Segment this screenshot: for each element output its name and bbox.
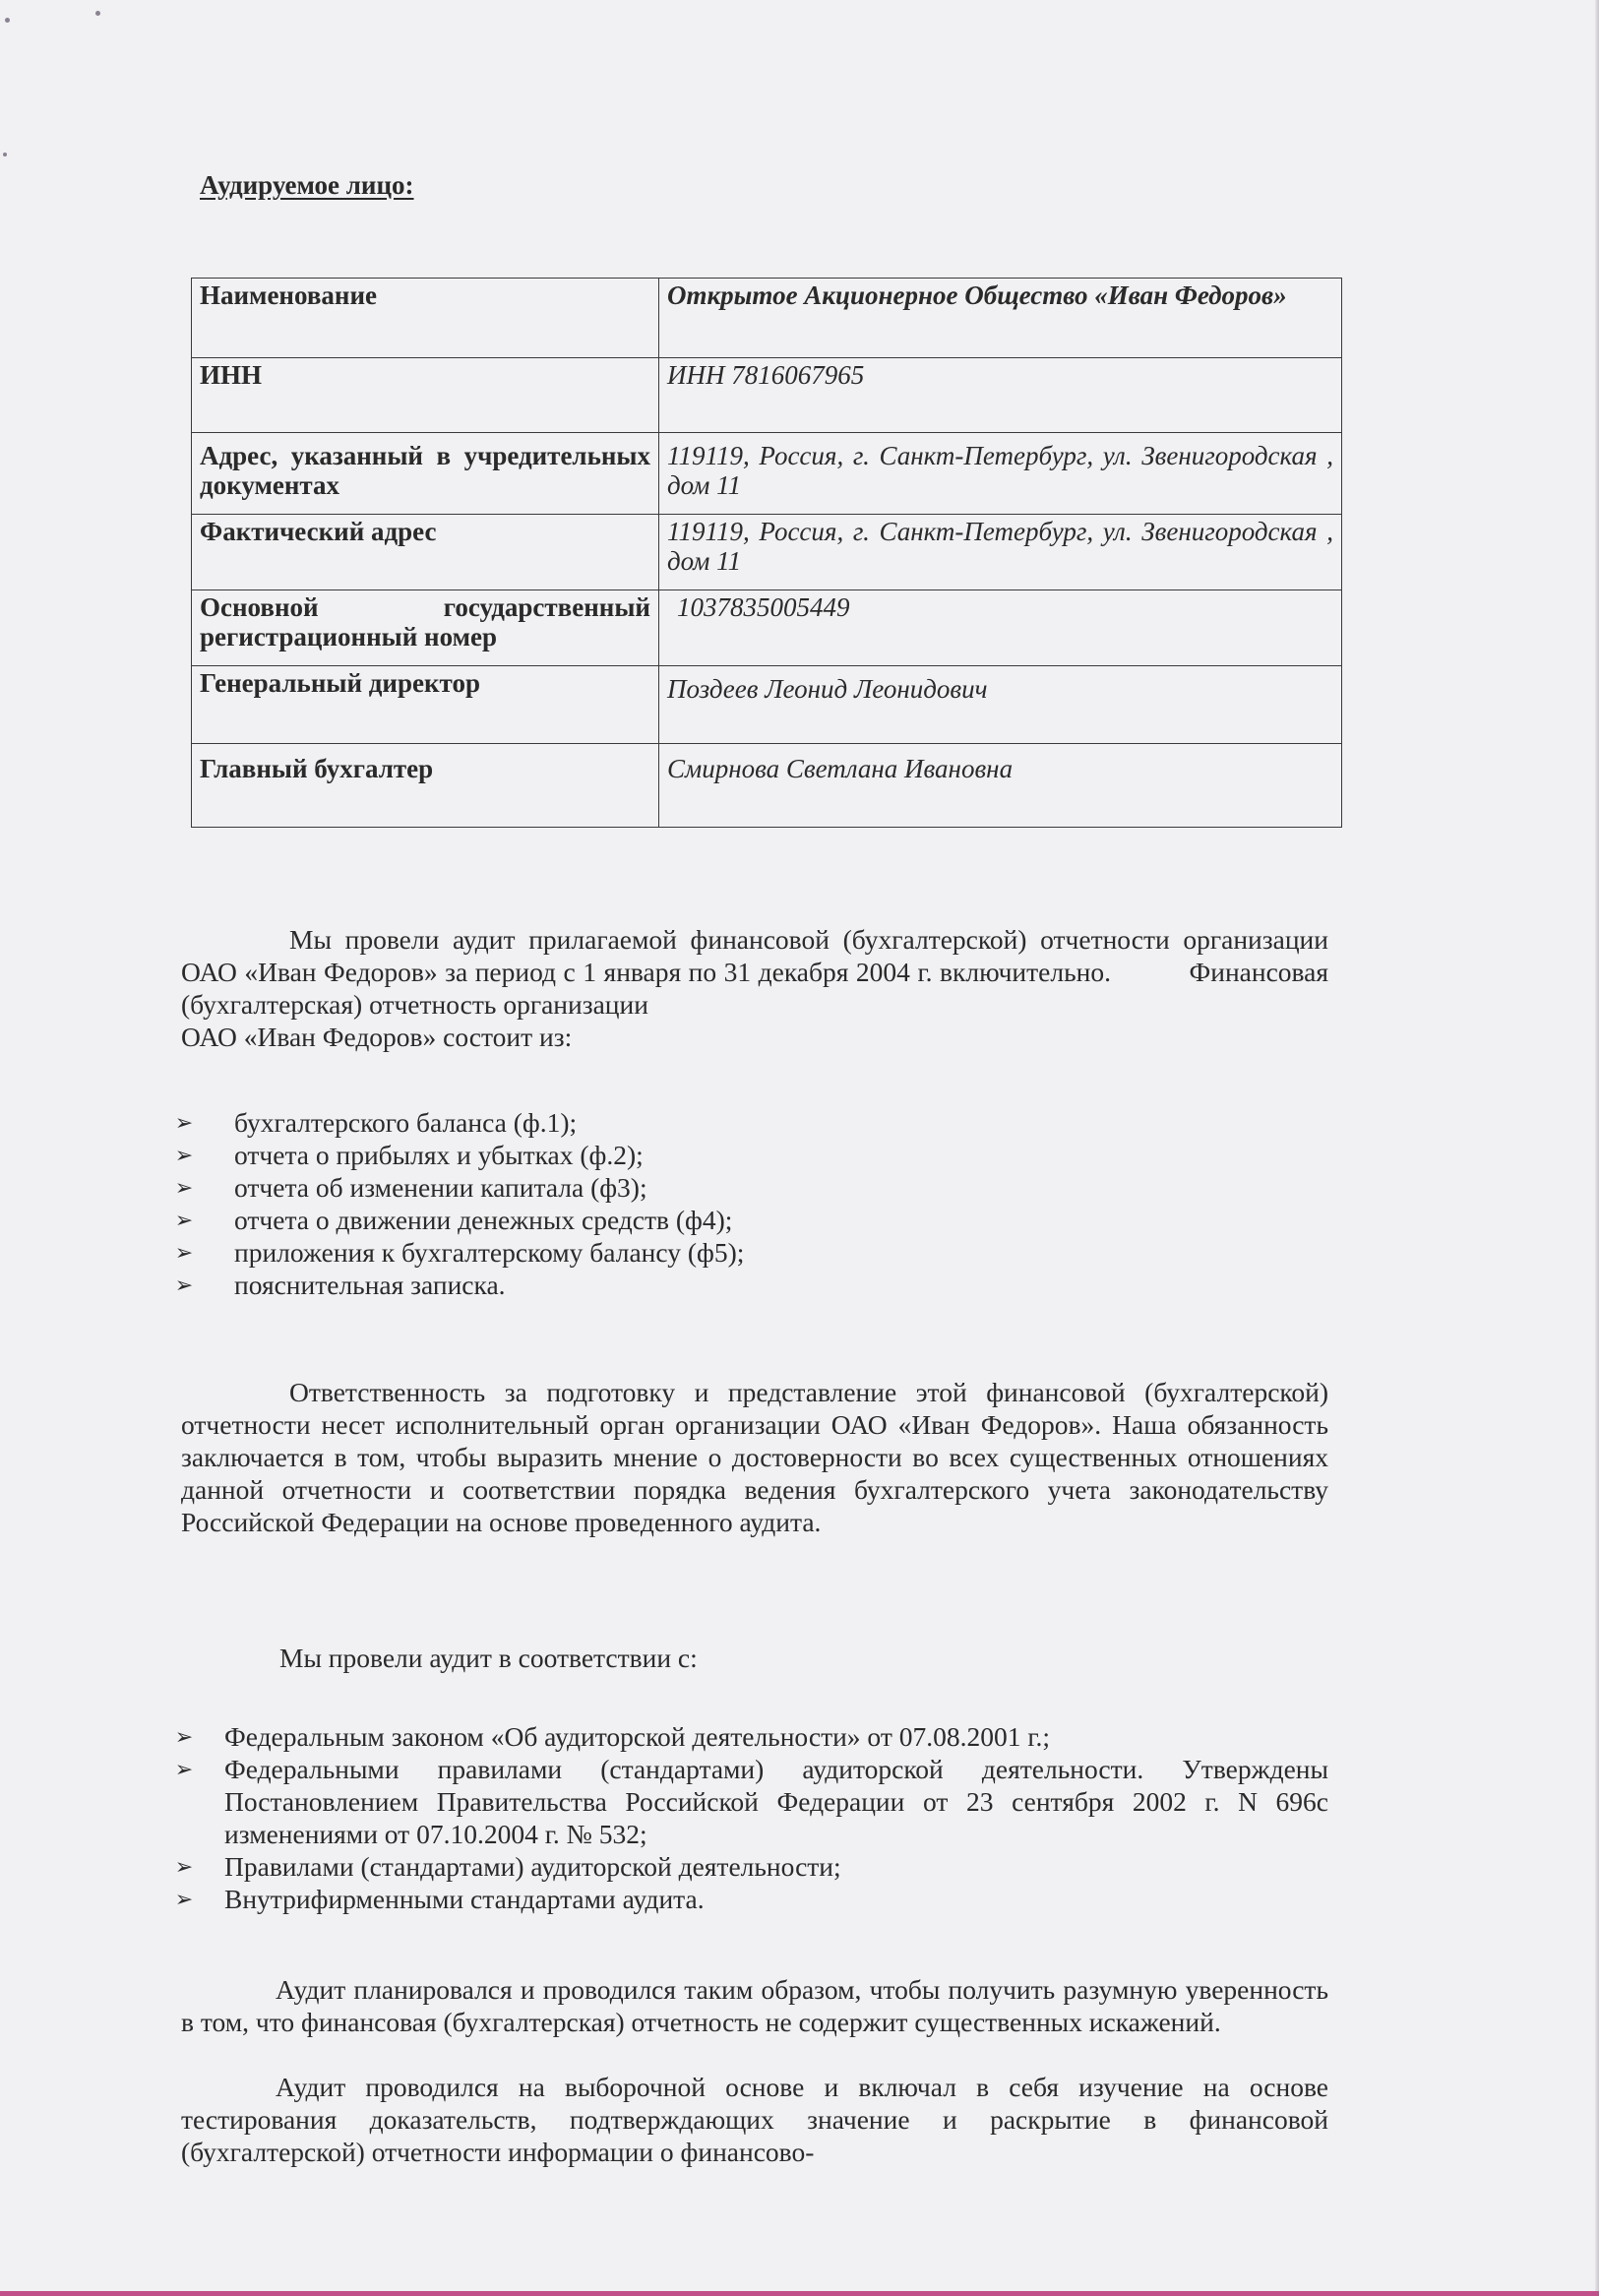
arrow-bullet-icon: ➢ [174, 1143, 194, 1167]
row-label: Адрес, указанный в учредительных документах [192, 433, 659, 515]
list-item: ➢ Федеральным законом «Об аудиторской деятельности» от 07.08.2001 г.; [167, 1720, 1328, 1753]
scan-speck [95, 11, 100, 16]
row-value: 119119, Россия, г. Санкт-Петербург, ул. Звенигородская , дом 11 [659, 433, 1342, 515]
report-list [167, 1106, 1328, 1301]
list-item: ➢ Внутрифирменными стандартами аудита. [167, 1883, 1328, 1915]
table-row [192, 744, 1342, 828]
entity-info-table [191, 278, 1342, 828]
row-label: ИНН [192, 358, 659, 433]
list-item: ➢ отчета об изменении капитала (ф3); [167, 1171, 1328, 1204]
responsibility-paragraph: Ответственность за подготовку и представление этой финансовой (бухгалтерской) отчетности несет исполнительный орган организации ОАО «Иван Федоров». Наша обязанность заключается в том, чтобы выразить мнение о достоверности во всех существенных отношениях данной отчетности и соответствии порядка ведения бухгалтерского учета законодательству Российской Федерации на основе проведенного аудита. [181, 1377, 1328, 1537]
row-value: ИНН 7816067965 [659, 358, 1342, 433]
planning-paragraph: Аудит планировался и проводился таким образом, чтобы получить разумную уверенность в том, что финансовая (бухгалтерская) отчетность не содержит существенных искажений. [181, 1974, 1328, 2037]
intro-text-2: Финансовая (бухгалтерская) отчетность организации [181, 957, 1329, 1020]
list-item: ➢ отчета о движении денежных средств (ф4); [167, 1204, 1328, 1236]
intro-text: Мы провели аудит прилагаемой финансовой (бухгалтерской) отчетности организации ОАО «Иван Федоров» за период с 1 января по 31 декабря 2004 г. включительно. [181, 924, 1328, 987]
arrow-bullet-icon: ➢ [174, 1208, 194, 1232]
list-item: ➢ Федеральными правилами (стандартами) аудиторской деятельности. Утверждены Постановлением Правительства Российской Федерации от 23 сентября 2002 г. N 696с изменениями от 07.10.2004 г. № 532; [167, 1753, 1328, 1850]
row-label: Генеральный директор [192, 666, 659, 744]
table-row [192, 358, 1342, 433]
list-item: ➢ бухгалтерского баланса (ф.1); [167, 1106, 1328, 1139]
sampling-paragraph: Аудит проводился на выборочной основе и включал в себя изучение на основе тестирования доказательств, подтверждающих значение и раскрытие в финансовой (бухгалтерской) отчетности информации о финансово- [181, 2072, 1328, 2167]
arrow-bullet-icon: ➢ [174, 1854, 194, 1879]
arrow-bullet-icon: ➢ [174, 1110, 194, 1135]
list-item: ➢ приложения к бухгалтерскому балансу (ф5); [167, 1236, 1328, 1269]
audited-entity-heading: Аудируемое лицо: [200, 170, 414, 200]
row-label: Наименование [192, 279, 659, 358]
arrow-bullet-icon: ➢ [174, 1272, 194, 1297]
list-item: ➢ пояснительная записка. [167, 1269, 1328, 1301]
standards-intro: Мы провели аудит в соответствии с: [279, 1643, 698, 1673]
row-label: Основной государственный регистрационный номер [192, 590, 659, 666]
row-value: Смирнова Светлана Ивановна [659, 744, 1342, 828]
row-label: Главный бухгалтер [192, 744, 659, 828]
list-item: ➢ Правилами (стандартами) аудиторской деятельности; [167, 1850, 1328, 1883]
table-row [192, 590, 1342, 666]
row-value: Открытое Акционерное Общество «Иван Федоров» [659, 279, 1342, 358]
arrow-bullet-icon: ➢ [174, 1175, 194, 1200]
arrow-bullet-icon: ➢ [174, 1887, 194, 1911]
list-item: ➢ отчета о прибылях и убытках (ф.2); [167, 1139, 1328, 1171]
arrow-bullet-icon: ➢ [174, 1240, 194, 1265]
intro-text-3: ОАО «Иван Федоров» состоит из: [181, 1022, 573, 1052]
table-row [192, 666, 1342, 744]
row-value: 1037835005449 [659, 590, 1342, 666]
scan-speck [5, 18, 10, 23]
row-label: Фактический адрес [192, 515, 659, 590]
table-row [192, 515, 1342, 590]
standards-list [167, 1720, 1328, 1915]
intro-paragraph [181, 923, 1328, 1053]
row-value: 119119, Россия, г. Санкт-Петербург, ул. Звенигородская , дом 11 [659, 515, 1342, 590]
row-value: Поздеев Леонид Леонидович [659, 666, 1342, 744]
scan-speck [3, 153, 7, 156]
table-row [192, 433, 1342, 515]
page-edge [1595, 0, 1599, 2296]
arrow-bullet-icon: ➢ [174, 1724, 194, 1749]
arrow-bullet-icon: ➢ [174, 1757, 194, 1781]
page-bottom-edge [0, 2291, 1599, 2296]
table-row [192, 279, 1342, 358]
